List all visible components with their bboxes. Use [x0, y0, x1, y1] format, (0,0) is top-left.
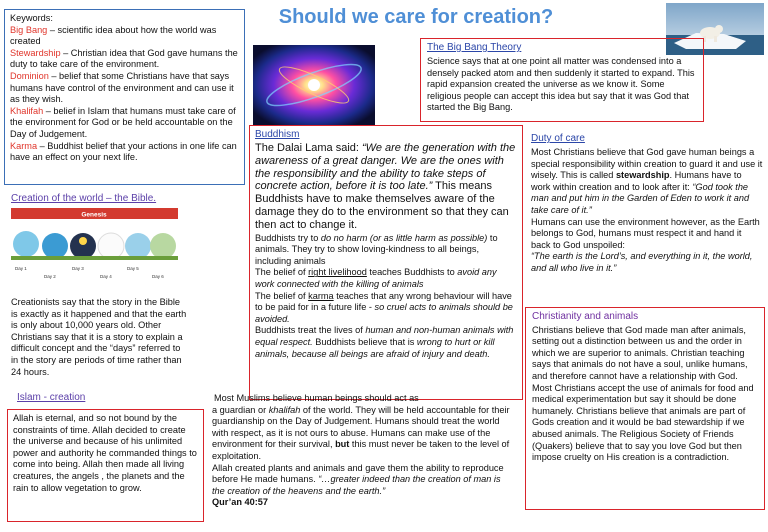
- quran-ref: Qur’an 40:57: [212, 497, 269, 508]
- keyword-term: Khalifah: [10, 105, 44, 116]
- keyword-definition: – scientific idea about how the world was created: [10, 24, 217, 47]
- keyword-definition: – belief in Islam that humans must take care of the environment for God or be held accountable on the Day of Judgement.: [10, 105, 236, 139]
- khalifah-intro: Most Muslims believe human beings should act as: [214, 393, 419, 403]
- big-bang-text: Science says that at one point all matter was condensed into a densely packed atom and then suddenly it started to expand. This rapid expansion created the universe as we know it. Some religious people can accept this idea but say that it was God that started the Big Bang.: [427, 56, 695, 113]
- galaxy-image: [253, 45, 375, 125]
- keywords-box: [4, 9, 245, 185]
- duty-of-care-text: Most Christians believe that God gave human beings a special responsibility within creation to guard it and use it wisely. This is called stewardship. Humans have to work within creation and to look after it: “God took the man and put him in the Garden of Eden to work it and take care of it.”: [531, 147, 763, 215]
- buddhism-livelihood: The belief of right livelihood teaches Buddhists to avoid any work connected with the killing of animals: [255, 267, 497, 289]
- khalifah-text: a guardian or khalifah of the world. They will be held accountable for their guardianship on the Day of Judgement. Humans should treat the world with respect, as it is not ours to abuse. Humans can make use of the environment for their survival, but this must never be taken to the level of exploitation.: [212, 404, 510, 461]
- day-label: Day 2: [44, 274, 56, 279]
- buddhism-karma: The belief of karma teaches that any wrong behaviour will have to be paid for in a future life - so cruel acts to animals should be avoided.: [255, 290, 513, 324]
- day-label: Day 1: [15, 266, 27, 271]
- duty-of-care-section: [531, 133, 763, 275]
- big-bang-heading[interactable]: The Big Bang Theory: [427, 42, 522, 53]
- keyword-definition: – Christian idea that God gave humans the duty to take care of the environment.: [10, 47, 238, 70]
- christianity-animals-heading: Christianity and animals: [532, 311, 639, 322]
- keyword-item: [10, 48, 239, 71]
- creation-bible-text: Creationists say that the story in the Bible is exactly as it happened and that the earth is only about 10,000 years old. Other Christians say that it is a story to explain a difficult concept and the “days” referred to in the story are periods of time rather than 24 hours.: [11, 297, 187, 377]
- keyword-item: [10, 71, 239, 106]
- islam-creation-heading[interactable]: Islam - creation: [17, 392, 86, 403]
- keyword-item: [10, 25, 239, 48]
- keyword-term: Karma: [10, 140, 38, 151]
- islam-creation-text: Allah is eternal, and so not bound by the constraints of time. Allah decided to create the universe and because of his unlimited power and authority he commanded things to come into being. Allah then made all living creatures, the angels , the planets and the rain to allow vegetation to grow.: [13, 413, 197, 493]
- keyword-term: Dominion: [10, 70, 49, 81]
- keyword-item: [10, 141, 239, 164]
- buddhism-heading[interactable]: Buddhism: [255, 129, 300, 140]
- duty-of-care-heading[interactable]: Duty of care: [531, 133, 585, 144]
- big-bang-box: [420, 38, 704, 122]
- islam-creation-box: [7, 409, 204, 522]
- buddhism-box: [249, 125, 523, 400]
- page-title: Should we care for creation?: [278, 6, 554, 28]
- day-label: Day 4: [100, 274, 112, 279]
- creation-bible-heading[interactable]: Creation of the world – the Bible.: [11, 193, 157, 204]
- buddhism-respect: Buddhists treat the lives of human and non-human animals with equal respect. Buddhists believe that is wrong to hurt or kill animals, because all beings are afraid of injury and death.: [255, 325, 514, 359]
- keyword-definition: – belief that some Christians have that says humans have control of the environment and can use it as they wish.: [10, 70, 234, 105]
- dalai-lama-quote: The Dalai Lama said: “We are the generation with the awareness of a great danger. We are the ones with the responsibility and the ability to take steps of concrete action, before it is too late.” This means Buddhists have to make themselves aware of the damage they do to the environment so that they can then act to change it.: [255, 142, 516, 231]
- genesis-diagram: [11, 208, 178, 286]
- khalifah-plants: Allah created plants and animals and gave them the ability to reproduce before He made humans. “…greater indeed than the creation of man is the creation of the heavens and the earth.”: [212, 462, 504, 496]
- day-label: Day 3: [72, 266, 84, 271]
- keyword-term: Stewardship: [10, 47, 61, 58]
- christianity-animals-text: Christians believe that God made man after animals, setting out a distinction between us and the order in which we are superior to animals. Christian teaching says that animals do not have a soul, unlike humans, and therefore cannot have a relationship with God. Most Christians accept the use of animals for food and medical experimentation but say it should be done humanely. Christians believe that animals are part of Gods creation and it would be bad stewardship if we abused animals. The Religious Society of Friends (Quakers) believe that to say you love God but then impose cruelty on His creation is a contradiction.: [532, 324, 754, 463]
- genesis-label: Genesis: [81, 211, 107, 219]
- keyword-item: [10, 106, 239, 141]
- duty-of-care-text-2: Humans can use the environment however, as the Earth belongs to God, humans must respect it and hand it back to God unspoiled:: [531, 216, 760, 250]
- christianity-animals-box: [525, 307, 765, 510]
- day-label: Day 6: [152, 274, 164, 279]
- day-label: Day 5: [127, 266, 139, 271]
- duty-of-care-quote: “The earth is the Lord’s, and everything in it, the world, and all who live in it.”: [531, 251, 753, 273]
- keyword-term: Big Bang: [10, 24, 48, 35]
- keyword-definition: – Buddhist belief that your actions in one life can have an effect on your next life.: [10, 140, 237, 163]
- buddhism-harm: Buddhists try to do no harm (or as little harm as possible) to animals. They try to show loving-kindness to all beings, including animals: [255, 232, 498, 266]
- keywords-list: [10, 25, 239, 164]
- keywords-heading: Keywords:: [10, 13, 53, 23]
- khalifah-section: [212, 393, 514, 509]
